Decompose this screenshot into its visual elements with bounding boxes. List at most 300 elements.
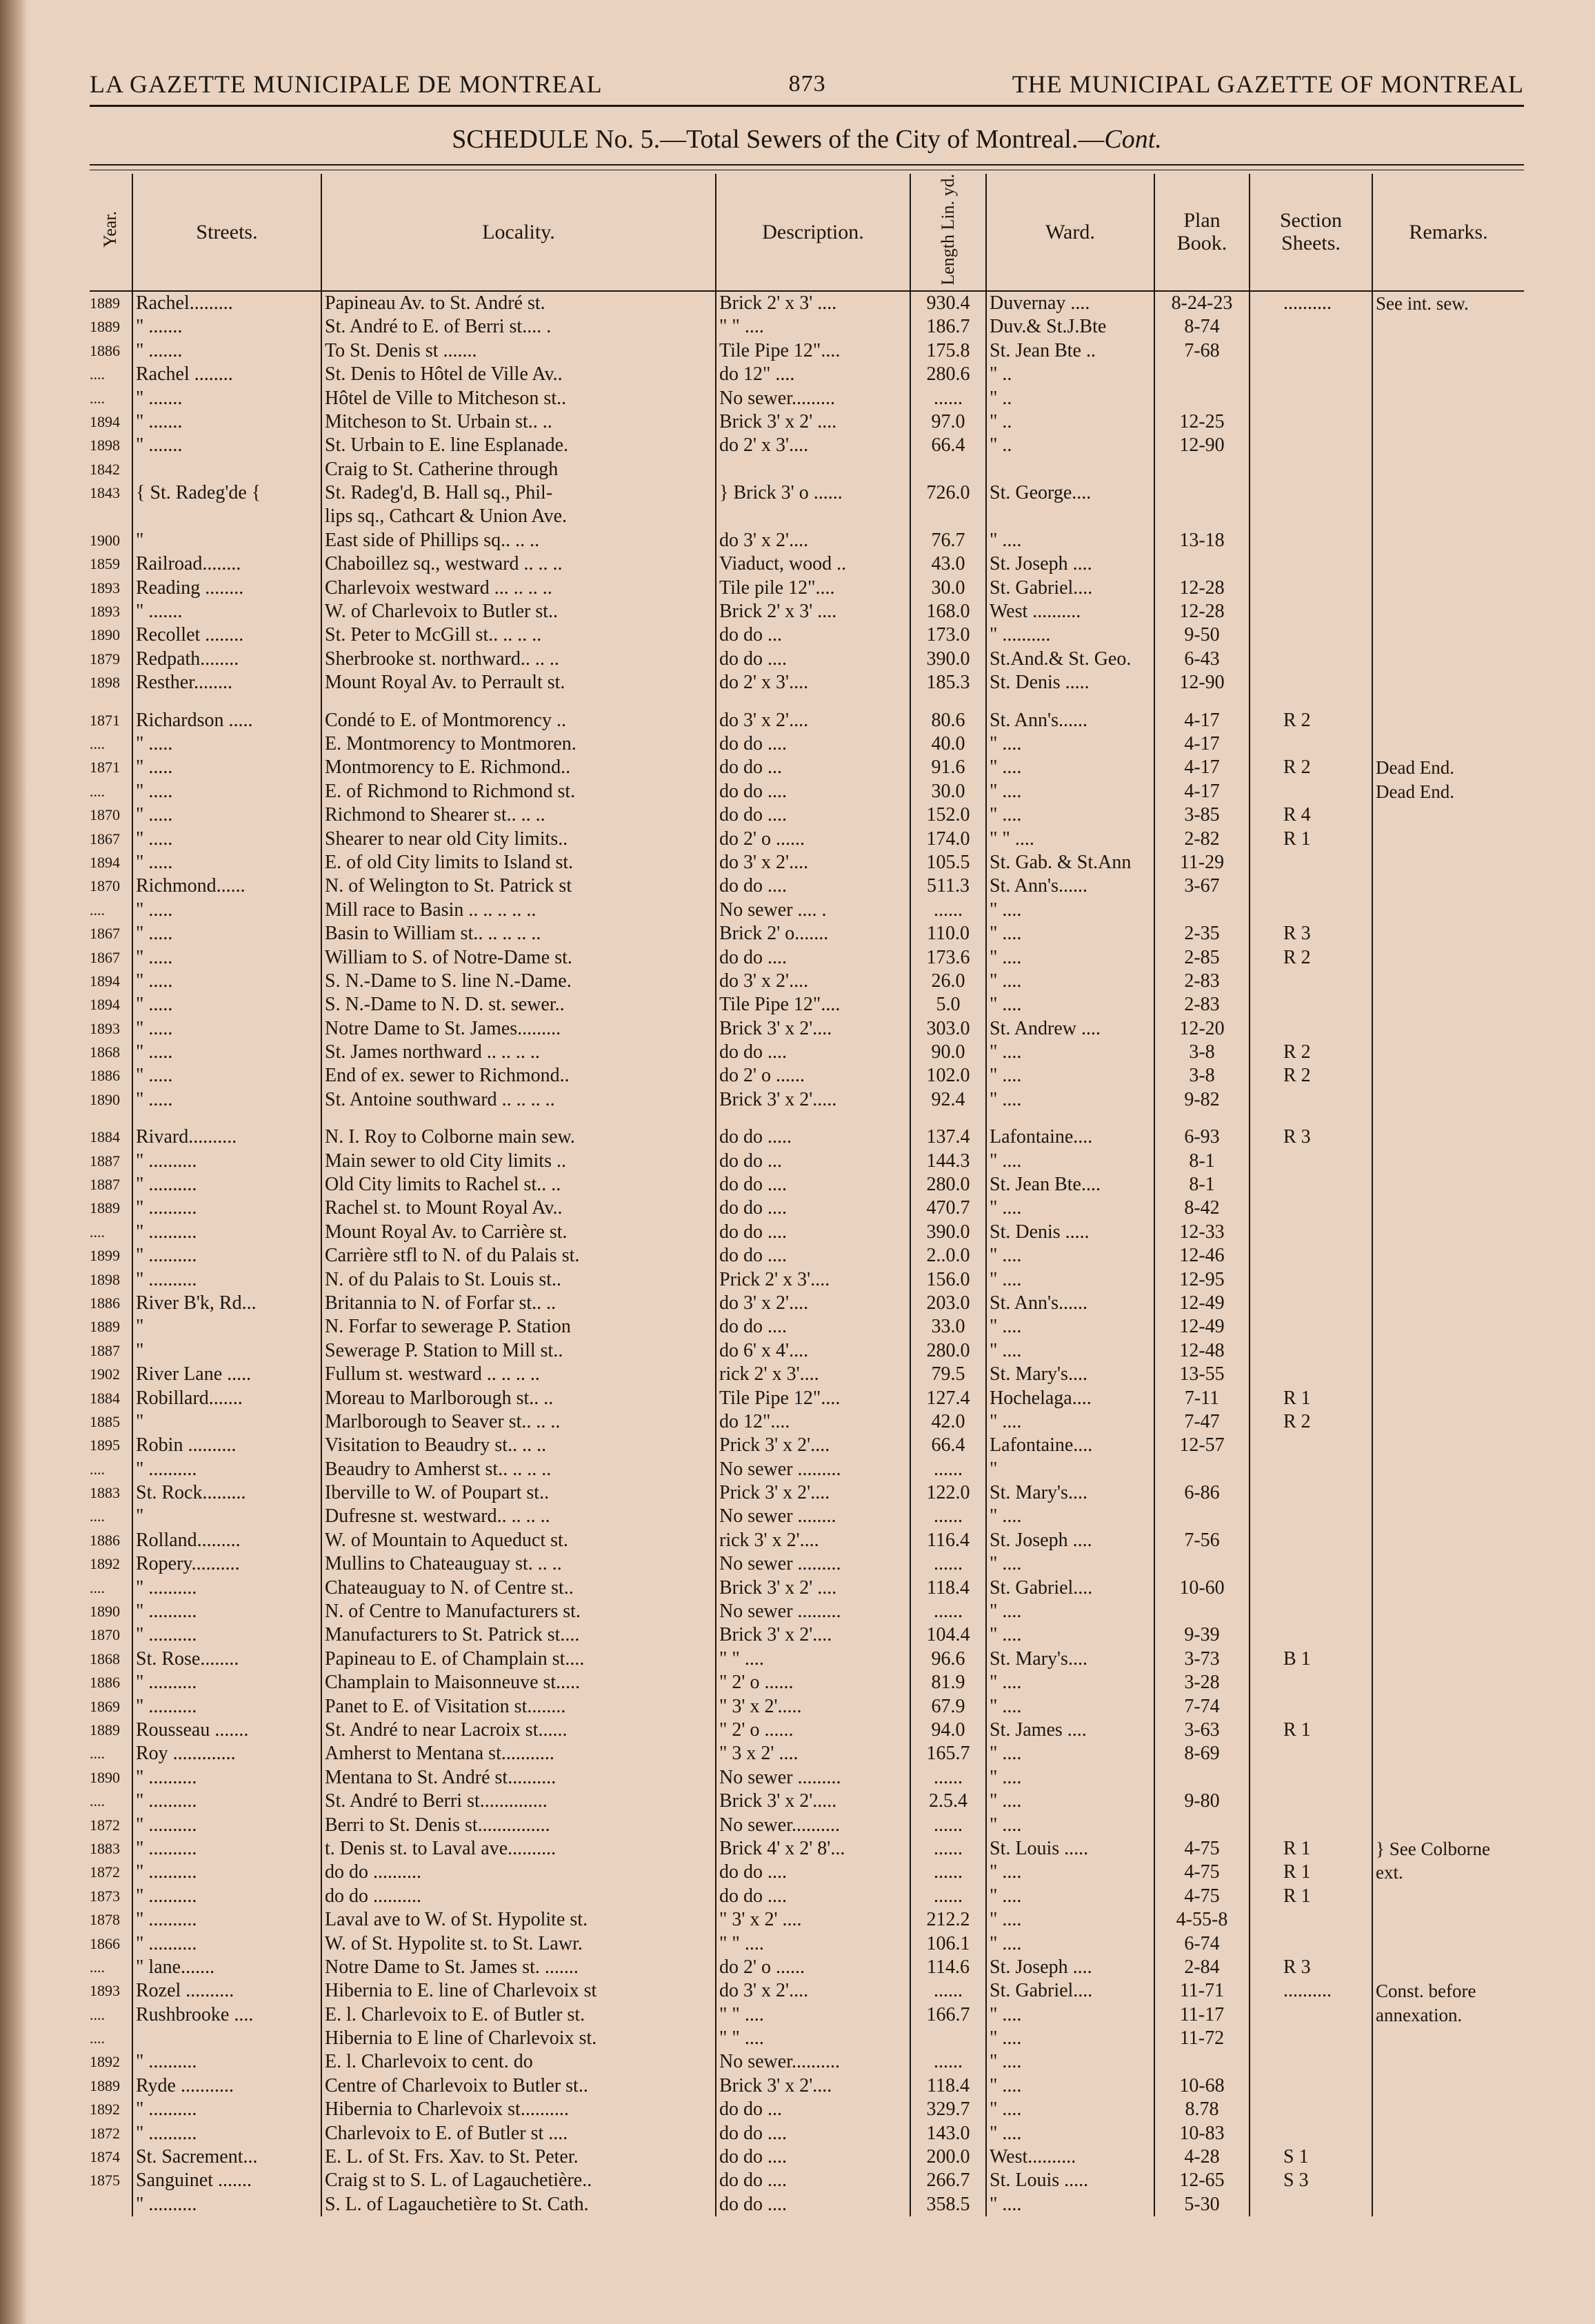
table-row	[90, 1552, 1524, 1576]
year-cell	[90, 1112, 132, 1125]
plan-book-cell: 4-75	[1154, 1861, 1250, 1884]
ward-cell: St. Joseph ....	[986, 1956, 1154, 1979]
locality-cell: Iberville to W. of Poupart st..	[321, 1481, 716, 1505]
plan-book-cell: 6-74	[1154, 1932, 1250, 1955]
description-cell: do do ....	[716, 780, 910, 803]
description-cell: do 2' o ......	[716, 1956, 910, 1979]
remarks-cell	[1372, 1600, 1524, 1623]
length-cell: ......	[910, 1979, 986, 2003]
section-sheet-cell	[1250, 1932, 1372, 1955]
year-cell: ....	[90, 1790, 132, 1813]
locality-cell: Chateauguay to N. of Centre st..	[321, 1576, 716, 1599]
locality-cell: St. Peter to McGill st.. .. .. ..	[321, 623, 716, 647]
section-sheet-cell	[1250, 600, 1372, 623]
locality-cell: Montmorency to E. Richmond..	[321, 756, 716, 779]
year-cell: 1866	[90, 1932, 132, 1955]
remarks-cell	[1372, 922, 1524, 945]
table-row	[90, 1694, 1524, 1718]
section-sheet-cell	[1250, 1149, 1372, 1172]
ward-cell: " ....	[986, 1505, 1154, 1528]
plan-book-cell: 4-17	[1154, 708, 1250, 732]
section-sheet-cell: R 1	[1250, 827, 1372, 850]
remarks-cell	[1372, 315, 1524, 339]
plan-book-cell: 12-49	[1154, 1292, 1250, 1315]
street-cell: " ..........	[132, 2098, 321, 2121]
remarks-cell	[1372, 1529, 1524, 1552]
section-sheet-cell	[1250, 780, 1372, 803]
section-sheet-cell	[1250, 2074, 1372, 2098]
plan-book-cell: 9-39	[1154, 1623, 1250, 1647]
year-cell: ....	[90, 1505, 132, 1528]
year-cell: 1878	[90, 1908, 132, 1932]
plan-book-cell	[1154, 386, 1250, 410]
street-cell: " ..........	[132, 1196, 321, 1220]
length-cell: 511.3	[910, 874, 986, 898]
ward-cell: " ....	[986, 2027, 1154, 2050]
year-cell: 1902	[90, 1363, 132, 1386]
table-row	[90, 1434, 1524, 1457]
sewers-table-container	[90, 174, 1524, 2216]
remarks-cell	[1372, 1016, 1524, 1040]
ward-cell: " ....	[986, 2193, 1154, 2216]
ward-cell: " ....	[986, 993, 1154, 1016]
section-sheet-cell: R 2	[1250, 756, 1372, 779]
year-cell: 1894	[90, 410, 132, 434]
section-sheet-cell	[1250, 2050, 1372, 2074]
section-sheet-cell: R 4	[1250, 803, 1372, 827]
remarks-cell	[1372, 1196, 1524, 1220]
street-cell: " ..........	[132, 1244, 321, 1268]
locality-cell: Fullum st. westward .. .. .. ..	[321, 1363, 716, 1386]
length-cell	[910, 458, 986, 481]
street-cell: " .....	[132, 851, 321, 874]
locality-cell: Main sewer to old City limits ..	[321, 1149, 716, 1172]
section-sheet-cell	[1250, 1813, 1372, 1836]
ward-cell: " ....	[986, 803, 1154, 827]
remarks-cell	[1372, 576, 1524, 599]
locality-cell: E. l. Charlevoix to E. of Butler st.	[321, 2003, 716, 2027]
section-sheet-cell	[1250, 1600, 1372, 1623]
section-sheet-cell	[1250, 1671, 1372, 1694]
description-cell: " 2' o ......	[716, 1671, 910, 1694]
street-cell: " .....	[132, 827, 321, 850]
length-cell: 266.7	[910, 2169, 986, 2192]
table-row	[90, 1600, 1524, 1623]
length-cell: 110.0	[910, 922, 986, 945]
description-cell: No sewer .........	[716, 1458, 910, 1481]
description-cell: do do ....	[716, 803, 910, 827]
col-header-year-label: Year.	[100, 211, 121, 248]
year-cell: 1872	[90, 1861, 132, 1884]
table-row	[90, 1016, 1524, 1040]
table-row	[90, 2027, 1524, 2050]
year-cell: 1889	[90, 1196, 132, 1220]
length-cell: 203.0	[910, 1292, 986, 1315]
length-cell: 26.0	[910, 970, 986, 993]
remarks-cell	[1372, 1149, 1524, 1172]
ward-cell: " ....	[986, 732, 1154, 756]
plan-book-cell	[1154, 481, 1250, 505]
street-cell: "	[132, 1410, 321, 1434]
year-cell: 1868	[90, 1041, 132, 1064]
description-cell: " 2' o ......	[716, 1719, 910, 1742]
street-cell: " .....	[132, 1016, 321, 1040]
table-row	[90, 1861, 1524, 1884]
locality-cell: Dufresne st. westward.. .. .. ..	[321, 1505, 716, 1528]
remarks-cell	[1372, 874, 1524, 898]
street-cell: Rachel ........	[132, 363, 321, 386]
street-cell: St. Rock.........	[132, 1481, 321, 1505]
table-row	[90, 315, 1524, 339]
street-cell: " ..........	[132, 1813, 321, 1836]
locality-cell: Marlborough to Seaver st.. .. ..	[321, 1410, 716, 1434]
col-header-section-sheets: Section Sheets.	[1250, 174, 1372, 291]
col-header-plan-book: Plan Book.	[1154, 174, 1250, 291]
plan-book-cell	[1154, 1813, 1250, 1836]
street-cell: River Lane .....	[132, 1363, 321, 1386]
section-sheet-cell	[1250, 339, 1372, 363]
description-cell: do do ....	[716, 1861, 910, 1884]
ward-cell: " ..........	[986, 623, 1154, 647]
street-cell: " ..........	[132, 1766, 321, 1790]
locality-cell: lips sq., Cathcart & Union Ave.	[321, 505, 716, 528]
table-row	[90, 1244, 1524, 1268]
locality-cell: Mount Royal Av. to Perrault st.	[321, 671, 716, 694]
length-cell: 358.5	[910, 2193, 986, 2216]
description-cell: Prick 2' x 3'....	[716, 1268, 910, 1291]
plan-book-cell	[1154, 1505, 1250, 1528]
table-row	[90, 623, 1524, 647]
length-cell: 280.6	[910, 363, 986, 386]
description-cell: do do ....	[716, 874, 910, 898]
plan-book-cell: 2-82	[1154, 827, 1250, 850]
description-cell: do do ....	[716, 2169, 910, 2192]
locality-cell: W. of St. Hypolite st. to St. Lawr.	[321, 1932, 716, 1955]
year-cell: ....	[90, 2027, 132, 2050]
section-sheet-cell	[1250, 2027, 1372, 2050]
plan-book-cell: 12-28	[1154, 600, 1250, 623]
remarks-cell	[1372, 600, 1524, 623]
ward-cell: St. Denis .....	[986, 671, 1154, 694]
remarks-cell	[1372, 552, 1524, 576]
ward-cell: " ....	[986, 1149, 1154, 1172]
section-sheet-cell	[1250, 386, 1372, 410]
length-cell: ......	[910, 2050, 986, 2074]
ward-cell: " ....	[986, 1064, 1154, 1088]
plan-book-cell: 9-50	[1154, 623, 1250, 647]
ward-cell: St. Gabriel....	[986, 1979, 1154, 2003]
remarks-cell	[1372, 363, 1524, 386]
year-cell: 1892	[90, 2098, 132, 2121]
street-cell: Sanguinet .......	[132, 2169, 321, 2192]
street-cell: Ropery..........	[132, 1552, 321, 1576]
ward-cell: " ....	[986, 2074, 1154, 2098]
remarks-cell	[1372, 1088, 1524, 1112]
ward-cell: " ....	[986, 970, 1154, 993]
street-cell: " .....	[132, 993, 321, 1016]
plan-book-cell: 9-80	[1154, 1790, 1250, 1813]
locality-cell	[321, 694, 716, 708]
street-cell: Robin ..........	[132, 1434, 321, 1457]
description-cell: do do ....	[716, 1244, 910, 1268]
plan-book-cell	[1154, 505, 1250, 528]
plan-book-cell: 13-18	[1154, 529, 1250, 552]
length-cell: 79.5	[910, 1363, 986, 1386]
locality-cell: W. of Mountain to Aqueduct st.	[321, 1529, 716, 1552]
plan-book-cell: 4-17	[1154, 732, 1250, 756]
length-cell: 152.0	[910, 803, 986, 827]
plan-book-cell: 12-95	[1154, 1268, 1250, 1291]
year-cell: ....	[90, 386, 132, 410]
description-cell: do 12"....	[716, 1410, 910, 1434]
description-cell: do 6' x 4'....	[716, 1339, 910, 1363]
table-row	[90, 827, 1524, 850]
length-cell: 66.4	[910, 1434, 986, 1457]
plan-book-cell: 6-93	[1154, 1125, 1250, 1149]
length-cell: 185.3	[910, 671, 986, 694]
ward-cell: St. Jean Bte....	[986, 1173, 1154, 1196]
section-sheet-cell: R 2	[1250, 1064, 1372, 1088]
section-sheet-cell	[1250, 2121, 1372, 2145]
street-cell: " .....	[132, 756, 321, 779]
plan-book-cell: 8-42	[1154, 1196, 1250, 1220]
ward-cell: Duv.& St.J.Bte	[986, 315, 1154, 339]
street-cell: Rozel ..........	[132, 1979, 321, 2003]
year-cell: ....	[90, 780, 132, 803]
plan-book-cell: 12-49	[1154, 1315, 1250, 1339]
description-cell: do do ....	[716, 648, 910, 671]
length-cell	[910, 694, 986, 708]
ward-cell: St. Jean Bte ..	[986, 339, 1154, 363]
street-cell: " ..........	[132, 2121, 321, 2145]
remarks-cell	[1372, 1458, 1524, 1481]
ward-cell: " ....	[986, 1861, 1154, 1884]
plan-book-cell: 11-17	[1154, 2003, 1250, 2027]
remarks-cell	[1372, 2098, 1524, 2121]
ward-cell: St. Gabriel....	[986, 1576, 1154, 1599]
section-sheet-cell	[1250, 2003, 1372, 2027]
ward-cell: " ..	[986, 410, 1154, 434]
plan-book-cell: 10-83	[1154, 2121, 1250, 2145]
plan-book-cell	[1154, 1552, 1250, 1576]
locality-cell: Berri to St. Denis st...............	[321, 1813, 716, 1836]
table-row	[90, 803, 1524, 827]
table-row	[90, 732, 1524, 756]
locality-cell: Hibernia to E line of Charlevoix st.	[321, 2027, 716, 2050]
remarks-cell	[1372, 1576, 1524, 1599]
table-row	[90, 1719, 1524, 1742]
street-cell: " .......	[132, 339, 321, 363]
year-cell: 1886	[90, 1292, 132, 1315]
ward-cell	[986, 505, 1154, 528]
locality-cell: St. André to near Lacroix st......	[321, 1719, 716, 1742]
ward-cell: " ....	[986, 1552, 1154, 1576]
description-cell: Brick 3' x 2'....	[716, 1623, 910, 1647]
length-cell: 174.0	[910, 827, 986, 850]
table-row	[90, 1386, 1524, 1410]
remarks-cell	[1372, 1481, 1524, 1505]
year-cell: 1889	[90, 2074, 132, 2098]
description-cell: do do ....	[716, 945, 910, 969]
table-row	[90, 899, 1524, 922]
remarks-cell	[1372, 1434, 1524, 1457]
remarks-cell	[1372, 671, 1524, 694]
ward-cell: " ....	[986, 780, 1154, 803]
remarks-cell	[1372, 1386, 1524, 1410]
ward-cell: St. Ann's......	[986, 874, 1154, 898]
remarks-cell	[1372, 1339, 1524, 1363]
street-cell: " ..........	[132, 1458, 321, 1481]
year-cell: 1843	[90, 481, 132, 505]
length-cell: 280.0	[910, 1173, 986, 1196]
section-sheet-cell	[1250, 1339, 1372, 1363]
ward-cell: St. Louis .....	[986, 2169, 1154, 2192]
table-row	[90, 993, 1524, 1016]
length-cell: 81.9	[910, 1671, 986, 1694]
plan-book-cell: 2-85	[1154, 945, 1250, 969]
plan-book-cell: 8-74	[1154, 315, 1250, 339]
description-cell: do do ...	[716, 2098, 910, 2121]
locality-cell: W. of Charlevoix to Butler st..	[321, 600, 716, 623]
locality-cell: Manufacturers to St. Patrick st....	[321, 1623, 716, 1647]
description-cell: do do ....	[716, 2193, 910, 2216]
section-sheet-cell: R 2	[1250, 945, 1372, 969]
section-sheet-cell	[1250, 1292, 1372, 1315]
ward-cell: St. Louis .....	[986, 1837, 1154, 1861]
locality-cell: do do ..........	[321, 1885, 716, 1908]
remarks-cell	[1372, 1552, 1524, 1576]
ward-cell: " ....	[986, 1742, 1154, 1765]
year-cell: 1889	[90, 315, 132, 339]
locality-cell: St. Antoine southward .. .. .. ..	[321, 1088, 716, 1112]
table-row	[90, 2074, 1524, 2098]
section-sheet-cell: R 3	[1250, 1956, 1372, 1979]
description-cell: do do ....	[716, 1196, 910, 1220]
locality-cell: S. N.-Dame to N. D. st. sewer..	[321, 993, 716, 1016]
plan-book-cell: 7-56	[1154, 1529, 1250, 1552]
street-cell: " .......	[132, 315, 321, 339]
table-row	[90, 410, 1524, 434]
section-sheet-cell	[1250, 899, 1372, 922]
remarks-cell	[1372, 1125, 1524, 1149]
ward-cell: " ....	[986, 945, 1154, 969]
description-cell	[716, 1112, 910, 1125]
remarks-cell	[1372, 1694, 1524, 1718]
plan-book-cell: 8-24-23	[1154, 291, 1250, 315]
ward-cell: " ....	[986, 899, 1154, 922]
plan-book-cell: 12-90	[1154, 434, 1250, 457]
description-cell: Tile Pipe 12"....	[716, 1386, 910, 1410]
plan-book-cell: 5-30	[1154, 2193, 1250, 2216]
table-row	[90, 2193, 1524, 2216]
section-sheet-cell	[1250, 1908, 1372, 1932]
plan-book-cell: 12-90	[1154, 671, 1250, 694]
schedule-title-text: SCHEDULE No. 5.—Total Sewers of the City of Montreal.—	[452, 125, 1105, 154]
description-cell: do do ....	[716, 2145, 910, 2169]
street-cell	[132, 458, 321, 481]
street-cell: " ..........	[132, 2193, 321, 2216]
description-cell: Brick 2' x 3' ....	[716, 600, 910, 623]
col-header-locality: Locality.	[321, 174, 716, 291]
table-row	[90, 339, 1524, 363]
year-cell: 1883	[90, 1481, 132, 1505]
plan-book-cell: 4-55-8	[1154, 1908, 1250, 1932]
remarks-cell	[1372, 1932, 1524, 1955]
length-cell: 156.0	[910, 1268, 986, 1291]
table-row	[90, 1173, 1524, 1196]
street-cell: Roy .............	[132, 1742, 321, 1765]
locality-cell: East side of Phillips sq.. .. ..	[321, 529, 716, 552]
remarks-cell	[1372, 458, 1524, 481]
ward-cell: St.And.& St. Geo.	[986, 648, 1154, 671]
description-cell: do 3' x 2'....	[716, 970, 910, 993]
section-sheet-cell: R 1	[1250, 1386, 1372, 1410]
plan-book-cell: 3-63	[1154, 1719, 1250, 1742]
street-cell: Robillard.......	[132, 1386, 321, 1410]
street-cell: " ..........	[132, 1600, 321, 1623]
ward-cell: " ....	[986, 2098, 1154, 2121]
locality-cell: Carrière stfl to N. of du Palais st.	[321, 1244, 716, 1268]
schedule-title	[90, 124, 1524, 154]
table-row	[90, 1041, 1524, 1064]
remarks-cell	[1372, 945, 1524, 969]
street-cell: Rivard..........	[132, 1125, 321, 1149]
section-sheet-cell	[1250, 851, 1372, 874]
description-cell: Tile pile 12"....	[716, 576, 910, 599]
locality-cell: Laval ave to W. of St. Hypolite st.	[321, 1908, 716, 1932]
remarks-cell	[1372, 1908, 1524, 1932]
plan-book-cell: 4-17	[1154, 756, 1250, 779]
plan-book-cell: 3-73	[1154, 1647, 1250, 1671]
section-sheet-cell: S 3	[1250, 2169, 1372, 2192]
remarks-cell	[1372, 410, 1524, 434]
remarks-cell	[1372, 899, 1524, 922]
street-cell: " ..........	[132, 1173, 321, 1196]
ward-cell: St. Ann's......	[986, 708, 1154, 732]
street-cell: " .....	[132, 945, 321, 969]
length-cell: 137.4	[910, 1125, 986, 1149]
table-row	[90, 671, 1524, 694]
length-cell	[910, 505, 986, 528]
section-sheet-cell	[1250, 1458, 1372, 1481]
length-cell: ......	[910, 1505, 986, 1528]
street-cell: " ..........	[132, 1149, 321, 1172]
street-cell: "	[132, 1339, 321, 1363]
street-cell	[132, 2027, 321, 2050]
street-cell: " .....	[132, 803, 321, 827]
remarks-cell	[1372, 993, 1524, 1016]
length-cell: ......	[910, 1861, 986, 1884]
year-cell: 1900	[90, 529, 132, 552]
plan-book-cell: 7-47	[1154, 1410, 1250, 1434]
street-cell: Rushbrooke ....	[132, 2003, 321, 2027]
section-sheet-cell: R 3	[1250, 1125, 1372, 1149]
street-cell: River B'k, Rd...	[132, 1292, 321, 1315]
description-cell: Tile Pipe 12"....	[716, 339, 910, 363]
table-row	[90, 1956, 1524, 1979]
table-row	[90, 1766, 1524, 1790]
year-cell: 1842	[90, 458, 132, 481]
table-row	[90, 1623, 1524, 1647]
table-row	[90, 1410, 1524, 1434]
schedule-title-cont: Cont.	[1104, 125, 1162, 154]
remarks-cell	[1372, 1742, 1524, 1765]
year-cell: 1884	[90, 1386, 132, 1410]
ward-cell: St. Andrew ....	[986, 1016, 1154, 1040]
section-sheet-cell	[1250, 1434, 1372, 1457]
ward-cell: "	[986, 1458, 1154, 1481]
description-cell: " 3' x 2'.....	[716, 1694, 910, 1718]
